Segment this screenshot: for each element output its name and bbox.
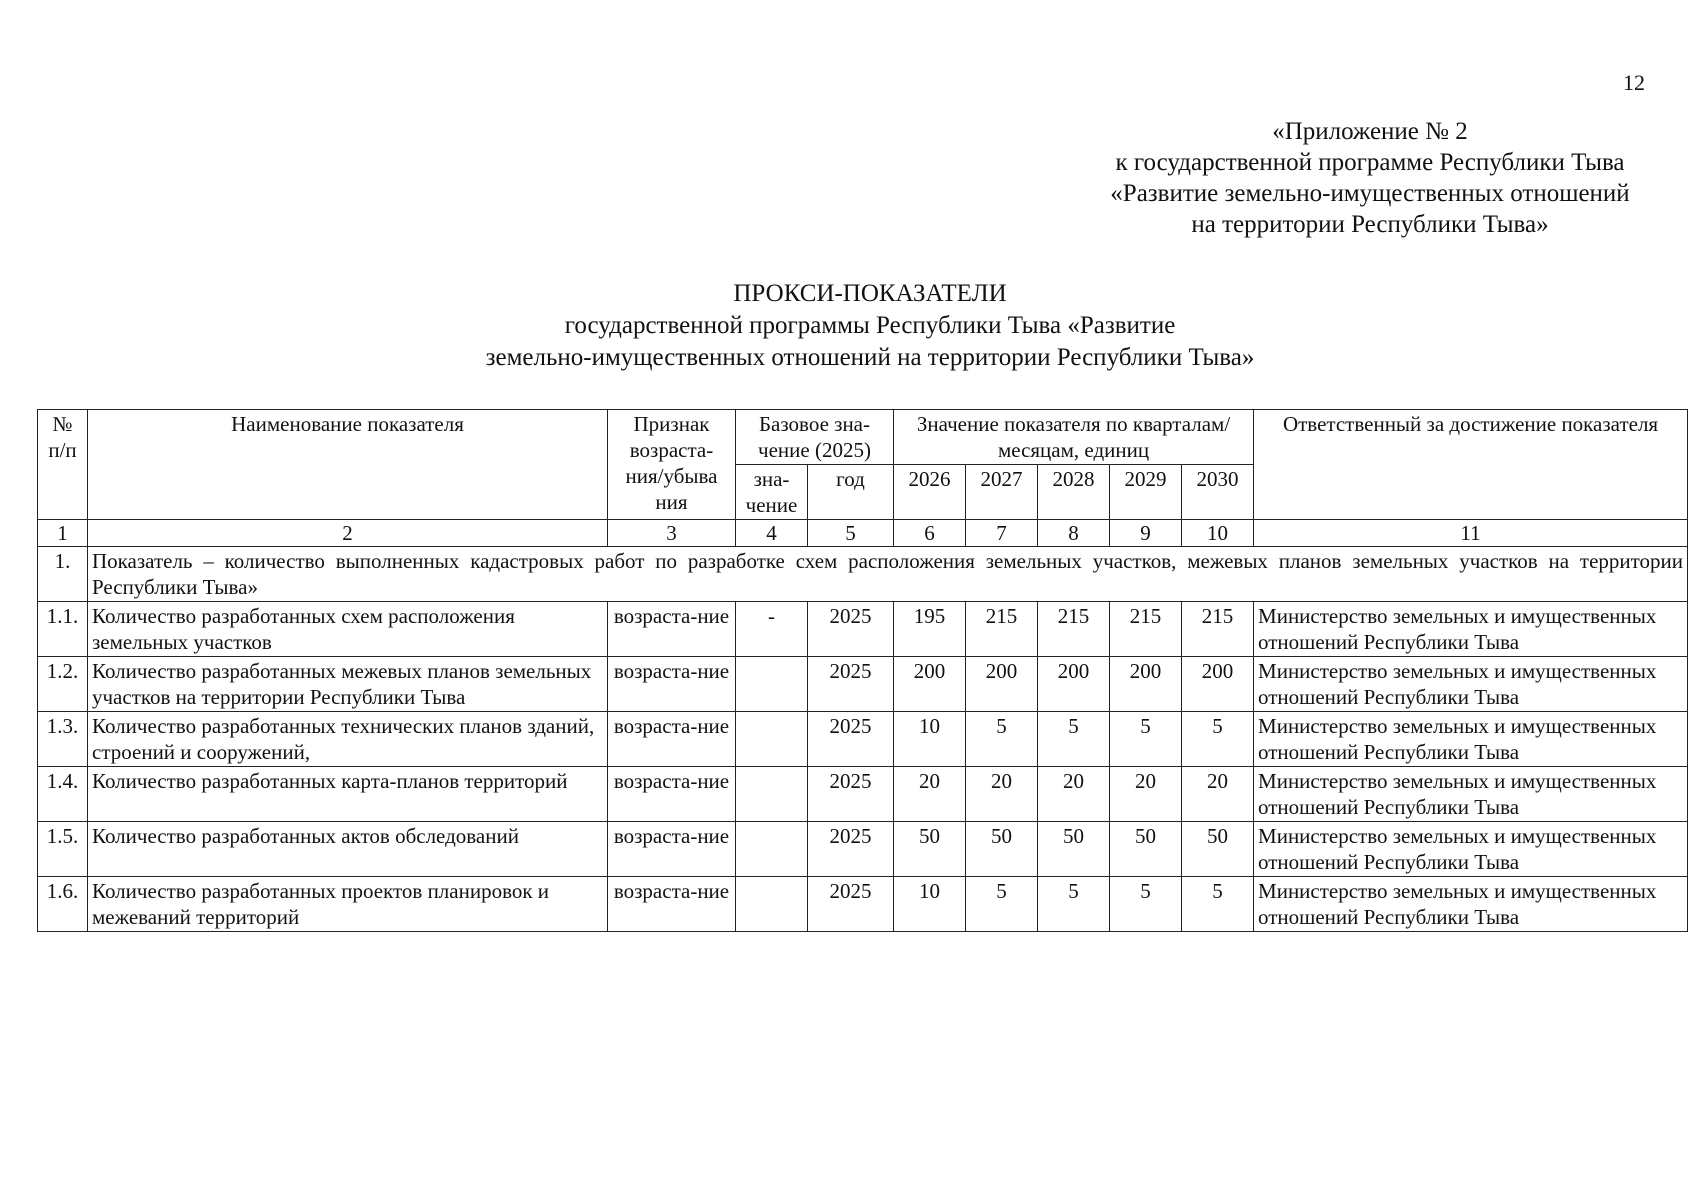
row-value-2028: 50 — [1038, 822, 1110, 877]
table-row — [38, 602, 1688, 657]
row-base-year: 2025 — [808, 712, 894, 767]
row-value-2027: 20 — [966, 767, 1038, 822]
row-value-2029: 5 — [1110, 877, 1182, 932]
row-value-2030: 5 — [1182, 712, 1254, 767]
row-value-2026: 10 — [894, 877, 966, 932]
row-value-2029: 215 — [1110, 602, 1182, 657]
row-sign: возраста-ние — [608, 602, 736, 657]
row-sign: возраста-ние — [608, 712, 736, 767]
row-value-2026: 20 — [894, 767, 966, 822]
page-number: 12 — [1623, 70, 1645, 95]
column-number: 2 — [88, 520, 608, 547]
row-base-year: 2025 — [808, 602, 894, 657]
table-header-row — [38, 410, 1688, 465]
row-num: 1.1. — [38, 602, 88, 657]
row-name: Количество разработанных проектов планировок и межеваний территорий — [88, 877, 608, 932]
row-value-2028: 5 — [1038, 712, 1110, 767]
row-value-2030: 50 — [1182, 822, 1254, 877]
header-base: Базовое зна-чение (2025) — [736, 410, 894, 465]
row-responsible: Министерство земельных и имущественных отношений Республики Тыва — [1254, 767, 1688, 822]
row-responsible: Министерство земельных и имущественных отношений Республики Тыва — [1254, 657, 1688, 712]
row-sign: возраста-ние — [608, 767, 736, 822]
row-base-value — [736, 822, 808, 877]
header-year-2026: 2026 — [894, 465, 966, 520]
title-line-1: ПРОКСИ-ПОКАЗАТЕЛИ — [733, 280, 1007, 307]
row-name: Количество разработанных схем расположения земельных участков — [88, 602, 608, 657]
row-name: Количество разработанных технических планов зданий, строений и сооружений, — [88, 712, 608, 767]
row-num: 1.4. — [38, 767, 88, 822]
appendix-line-4: на территории Республики Тыва» — [1191, 211, 1549, 238]
column-number: 11 — [1254, 520, 1688, 547]
row-num: 1.2. — [38, 657, 88, 712]
header-base-year: год — [808, 465, 894, 520]
row-value-2026: 195 — [894, 602, 966, 657]
column-number: 6 — [894, 520, 966, 547]
row-num: 1.3. — [38, 712, 88, 767]
row-base-value — [736, 767, 808, 822]
row-value-2029: 5 — [1110, 712, 1182, 767]
row-value-2030: 20 — [1182, 767, 1254, 822]
appendix-header — [1060, 116, 1680, 240]
column-number: 3 — [608, 520, 736, 547]
title-line-3: земельно-имущественных отношений на территории Республики Тыва» — [485, 344, 1255, 371]
header-sign: Признак возраста-ния/убыва ния — [608, 410, 736, 520]
title-line-2: государственной программы Республики Тыва «Развитие — [564, 312, 1176, 339]
header-values: Значение показателя по кварталам/месяцам, единиц — [894, 410, 1254, 465]
header-year-2027: 2027 — [966, 465, 1038, 520]
column-number: 5 — [808, 520, 894, 547]
section-row — [38, 547, 1688, 602]
row-value-2028: 215 — [1038, 602, 1110, 657]
row-responsible: Министерство земельных и имущественных отношений Республики Тыва — [1254, 602, 1688, 657]
row-value-2026: 200 — [894, 657, 966, 712]
header-year-2030: 2030 — [1182, 465, 1254, 520]
column-number: 1 — [38, 520, 88, 547]
row-value-2028: 200 — [1038, 657, 1110, 712]
header-num: № п/п — [38, 410, 88, 520]
row-value-2029: 20 — [1110, 767, 1182, 822]
header-responsible: Ответственный за достижение показателя — [1254, 410, 1688, 520]
column-number: 7 — [966, 520, 1038, 547]
table-row — [38, 877, 1688, 932]
row-value-2027: 5 — [966, 877, 1038, 932]
row-sign: возраста-ние — [608, 822, 736, 877]
row-base-year: 2025 — [808, 877, 894, 932]
header-name: Наименование показателя — [88, 410, 608, 520]
row-value-2027: 200 — [966, 657, 1038, 712]
row-num: 1.6. — [38, 877, 88, 932]
appendix-line-3: «Развитие земельно-имущественных отношений — [1110, 180, 1630, 207]
row-base-year: 2025 — [808, 767, 894, 822]
row-responsible: Министерство земельных и имущественных отношений Республики Тыва — [1254, 822, 1688, 877]
table-row — [38, 822, 1688, 877]
section-num: 1. — [38, 547, 88, 602]
row-value-2026: 50 — [894, 822, 966, 877]
header-year-2028: 2028 — [1038, 465, 1110, 520]
row-sign: возраста-ние — [608, 877, 736, 932]
row-num: 1.5. — [38, 822, 88, 877]
row-value-2027: 215 — [966, 602, 1038, 657]
table-row — [38, 767, 1688, 822]
row-name: Количество разработанных актов обследований — [88, 822, 608, 877]
row-base-year: 2025 — [808, 822, 894, 877]
appendix-line-2: к государственной программе Республики Тыва — [1115, 149, 1625, 176]
proxy-indicators-table — [37, 409, 1688, 932]
document-title — [380, 278, 1360, 374]
row-base-value — [736, 877, 808, 932]
column-number: 9 — [1110, 520, 1182, 547]
header-year-2029: 2029 — [1110, 465, 1182, 520]
row-name: Количество разработанных карта-планов территорий — [88, 767, 608, 822]
row-name: Количество разработанных межевых планов земельных участков на территории Республики Тыва — [88, 657, 608, 712]
row-value-2028: 20 — [1038, 767, 1110, 822]
row-value-2027: 5 — [966, 712, 1038, 767]
row-base-value: - — [736, 602, 808, 657]
row-base-value — [736, 712, 808, 767]
row-responsible: Министерство земельных и имущественных отношений Республики Тыва — [1254, 712, 1688, 767]
row-base-value — [736, 657, 808, 712]
column-number: 4 — [736, 520, 808, 547]
appendix-line-1: «Приложение № 2 — [1272, 118, 1468, 145]
column-number: 10 — [1182, 520, 1254, 547]
row-base-year: 2025 — [808, 657, 894, 712]
header-base-value: зна-чение — [736, 465, 808, 520]
table-row — [38, 657, 1688, 712]
row-value-2030: 5 — [1182, 877, 1254, 932]
row-value-2026: 10 — [894, 712, 966, 767]
row-value-2030: 215 — [1182, 602, 1254, 657]
row-responsible: Министерство земельных и имущественных отношений Республики Тыва — [1254, 877, 1688, 932]
row-value-2029: 200 — [1110, 657, 1182, 712]
table-row — [38, 712, 1688, 767]
row-value-2028: 5 — [1038, 877, 1110, 932]
row-sign: возраста-ние — [608, 657, 736, 712]
row-value-2029: 50 — [1110, 822, 1182, 877]
column-number-row — [38, 520, 1688, 547]
column-number: 8 — [1038, 520, 1110, 547]
row-value-2027: 50 — [966, 822, 1038, 877]
row-value-2030: 200 — [1182, 657, 1254, 712]
section-text: Показатель – количество выполненных кадастровых работ по разработке схем расположения земельных участков, межевых планов земельных участков на территории Республики Тыва» — [88, 547, 1688, 602]
